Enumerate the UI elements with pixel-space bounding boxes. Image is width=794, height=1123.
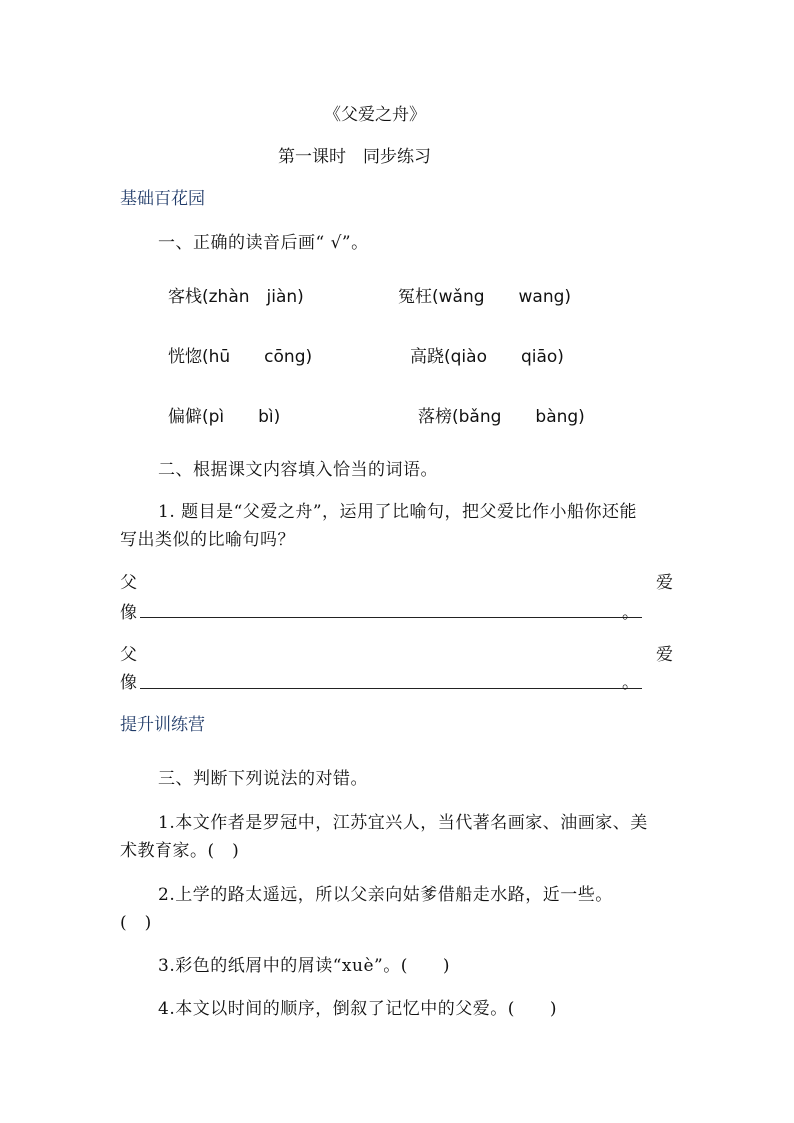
fill-1-end-mark: 。: [622, 603, 640, 623]
pinyin-item-2: 冤枉(wǎng wang): [398, 287, 572, 307]
fill-1-lead-char: 像: [120, 603, 138, 623]
pinyin-item-1: 客栈(zhàn jiàn): [168, 287, 304, 307]
fill-2-answer-line[interactable]: [140, 688, 642, 689]
section-heading-advanced: 提升训练营: [120, 715, 205, 735]
question-1-prompt: 一、正确的读音后画“ √”。: [158, 233, 369, 253]
judge-item-2-line1: 2.上学的路太遥远，所以父亲向姑爹借船走水路，近一些。: [158, 885, 613, 905]
question-2-prompt: 二、根据课文内容填入恰当的词语。: [158, 460, 438, 480]
pinyin-item-3: 恍惚(hū cōng): [168, 347, 313, 367]
section-heading-basic: 基础百花园: [120, 189, 205, 209]
page-title: 《父爱之舟》: [324, 105, 426, 125]
fill-2-end-mark: 。: [622, 673, 640, 693]
judge-item-1-line1: 1.本文作者是罗冠中，江苏宜兴人，当代著名画家、油画家、美: [158, 813, 648, 833]
judge-item-3: 3.彩色的纸屑中的屑读“xuè”。( ): [158, 956, 450, 976]
fill-2-right-char: 爱: [656, 645, 674, 665]
judge-item-4: 4.本文以时间的顺序，倒叙了记忆中的父爱。( ): [158, 999, 557, 1019]
pinyin-item-5: 偏僻(pì bì): [168, 407, 281, 427]
fill-1-answer-line[interactable]: [140, 617, 642, 618]
page-subtitle: 第一课时 同步练习: [278, 147, 431, 167]
pinyin-item-4: 高跷(qiào qiāo): [410, 347, 564, 367]
fill-2-left-char: 父: [120, 645, 138, 665]
fill-1-left-char: 父: [120, 573, 138, 593]
judge-item-1-line2: 术教育家。( ): [120, 841, 240, 861]
fill-2-lead-char: 像: [120, 673, 138, 693]
question-3-prompt: 三、判断下列说法的对错。: [158, 769, 368, 789]
fill-1-right-char: 爱: [656, 573, 674, 593]
judge-item-2-line2: ( ): [120, 913, 152, 933]
question-2-sub1-line2: 写出类似的比喻句吗？: [120, 530, 295, 550]
pinyin-item-6: 落榜(bǎng bàng): [418, 407, 585, 427]
question-2-sub1-line1: 1. 题目是“父爱之舟”，运用了比喻句，把父爱比作小船你还能: [158, 502, 638, 522]
